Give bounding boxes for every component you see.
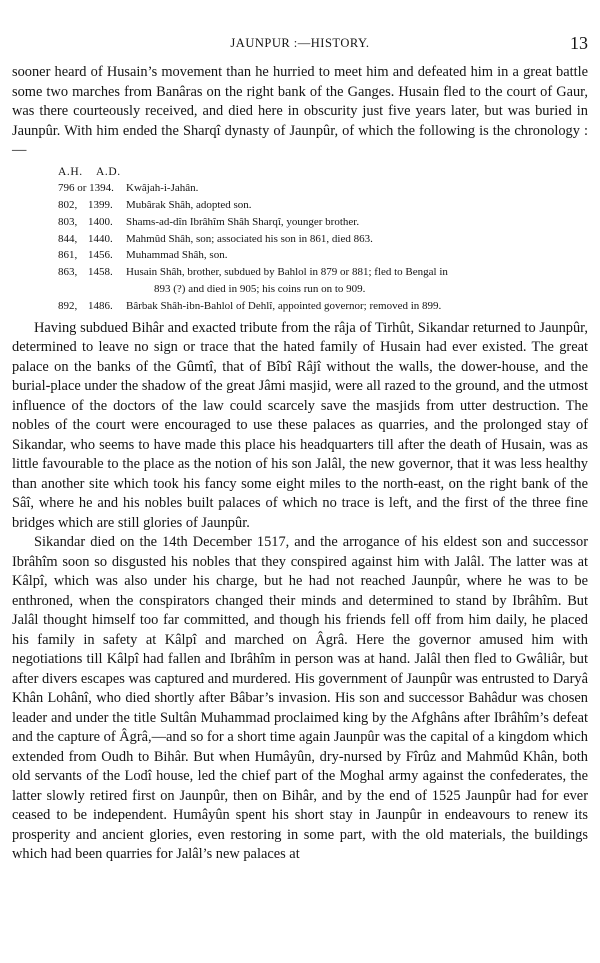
row-ah: 796 or 1394.	[58, 182, 114, 195]
paragraph-1: sooner heard of Husain’s movement than he hurried to meet him and defeated him in a great battle some two marches from Banâras on the right bank of the Ganges. Husain fled to the court of Gaur, was there courteously received, and died here in obscurity just five years later, but was buried in Jaunpûr. With him ended the Sharqî dynasty of Jaunpûr, of which the following is the chronology :—	[12, 64, 588, 158]
row-ad: 1399.	[88, 199, 113, 212]
chronology-row	[58, 214, 588, 231]
row-ah: 844,	[58, 232, 78, 245]
paragraph-2: Having subdued Bihâr and exacted tribute from the râja of Tirhût, Sikandar returned to Jaunpûr, determined to leave no sign or trace that the hated family of Husain had ever existed. The great palace on the banks of the Gûmtî, that of Bîbî Râjî without the walls, the dower-house, and the burial-place under the shadow of the great Jâmi masjid, were all razed to the ground, and the utmost influence of the doctors of the law could scarcely save the masjids from utter destruction. The nobles of the court were encouraged to use these palaces as quarries, and the prolonged stay of Sikandar, who seems to have made this place his headquarters till after the death of Husain, was as little favourable to the place as the notion of his son Jalâl, the new governor, that it was less healthy than another site which took his fancy some eight miles to the north-east, on the right bank of the Sâî, where he and his nobles built palaces of which no trace is left, and the first of the three fine bridges which are still glories of Jaunpûr.	[12, 319, 588, 531]
chronology-row	[58, 180, 588, 197]
chronology-table	[58, 164, 588, 315]
chronology-row-continuation: 893 (?) and died in 905; his coins run on to 909.	[154, 283, 366, 296]
row-ah: 802,	[58, 199, 78, 212]
chronology-row	[58, 197, 588, 214]
row-text: Husain Shâh, brother, subdued by Bahlol in 879 or 881; fled to Bengal in	[126, 266, 448, 279]
row-ad: 1400.	[88, 215, 113, 228]
row-text: Muhammad Shâh, son.	[126, 249, 228, 262]
col-ad-header: A.D.	[96, 165, 121, 178]
page-header	[12, 33, 588, 58]
running-head: JAUNPUR :—HISTORY.	[230, 36, 370, 50]
chronology-row	[58, 264, 588, 281]
body-text	[12, 63, 588, 865]
row-ah: 861,	[58, 249, 78, 262]
chronology-row	[58, 247, 588, 264]
row-text: Kwâjah-i-Jahân.	[126, 182, 199, 195]
chronology-header	[58, 164, 588, 181]
row-text: Mubârak Shâh, adopted son.	[126, 199, 252, 212]
row-ad: 1456.	[88, 249, 113, 262]
chronology-row	[58, 298, 588, 315]
row-text: Mahmûd Shâh, son; associated his son in 861, died 863.	[126, 232, 373, 245]
row-ah: 803,	[58, 215, 78, 228]
col-ah-header: A.H.	[58, 165, 83, 178]
row-text: Shams-ad-dîn Ibrâhîm Shâh Sharqî, younger brother.	[126, 215, 360, 228]
row-ad: 1458.	[88, 266, 113, 279]
row-ad: 1440.	[88, 232, 113, 245]
chronology-row	[58, 231, 588, 248]
row-ah: 892,	[58, 299, 78, 312]
page-number: 13	[570, 33, 588, 53]
row-ad: 1486.	[88, 299, 113, 312]
paragraph-3: Sikandar died on the 14th December 1517, and the arrogance of his eldest son and successor Ibrâhîm soon so disgusted his nobles that they conspired against him with Jalâl. The latter was at Kâlpî, which was also under his charge, but he had not reached Jaunpûr, where he was to be enthroned, when the conspirators changed their minds and determined to stand by Ibrâhîm. But Jalâl thought himself too far committed, and though his friends fell off from him daily, he placed his family in safety at Kâlpî and marched on Âgrâ. Here the governor amused him with negotiations till Kâlpî had fallen and Ibrâhîm in person was at hand. Jalâl then fled to Gwâliâr, but after divers escapes was captured and murdered. His government of Jaunpûr was entrusted to Daryâ Khân Lohânî, who died shortly after Bâbar’s invasion. His son and successor Bahâdur was chosen leader and under the title Sultân Muhammad proclaimed king by the Afghâns after Ibrâhîm’s defeat and the capture of Âgrâ,—and so for a short time again Jaunpûr was the capital of a kingdom which extended from Oudh to Bihâr. But when Humâyûn, dry-nursed by Fîrûz and Mahmûd Khân, both old servants of the Lodî house, led the chief part of the Moghal army against the confederates, the latter slowly retired first on Jaunpûr, then on Bihâr, and by the end of 1525 Jaunpûr had for ever ceased to be independent. Humâyûn spent his short stay in Jaunpûr in endeavours to renew its prosperity and ancient glories, even restoring in some part, with the old materials, the buildings which had been quarries for Jalâl’s new palaces at	[12, 534, 588, 863]
row-ah: 863,	[58, 266, 78, 279]
row-text: Bârbak Shâh-ibn-Bahlol of Dehlî, appointed governor; removed in 899.	[126, 299, 442, 312]
